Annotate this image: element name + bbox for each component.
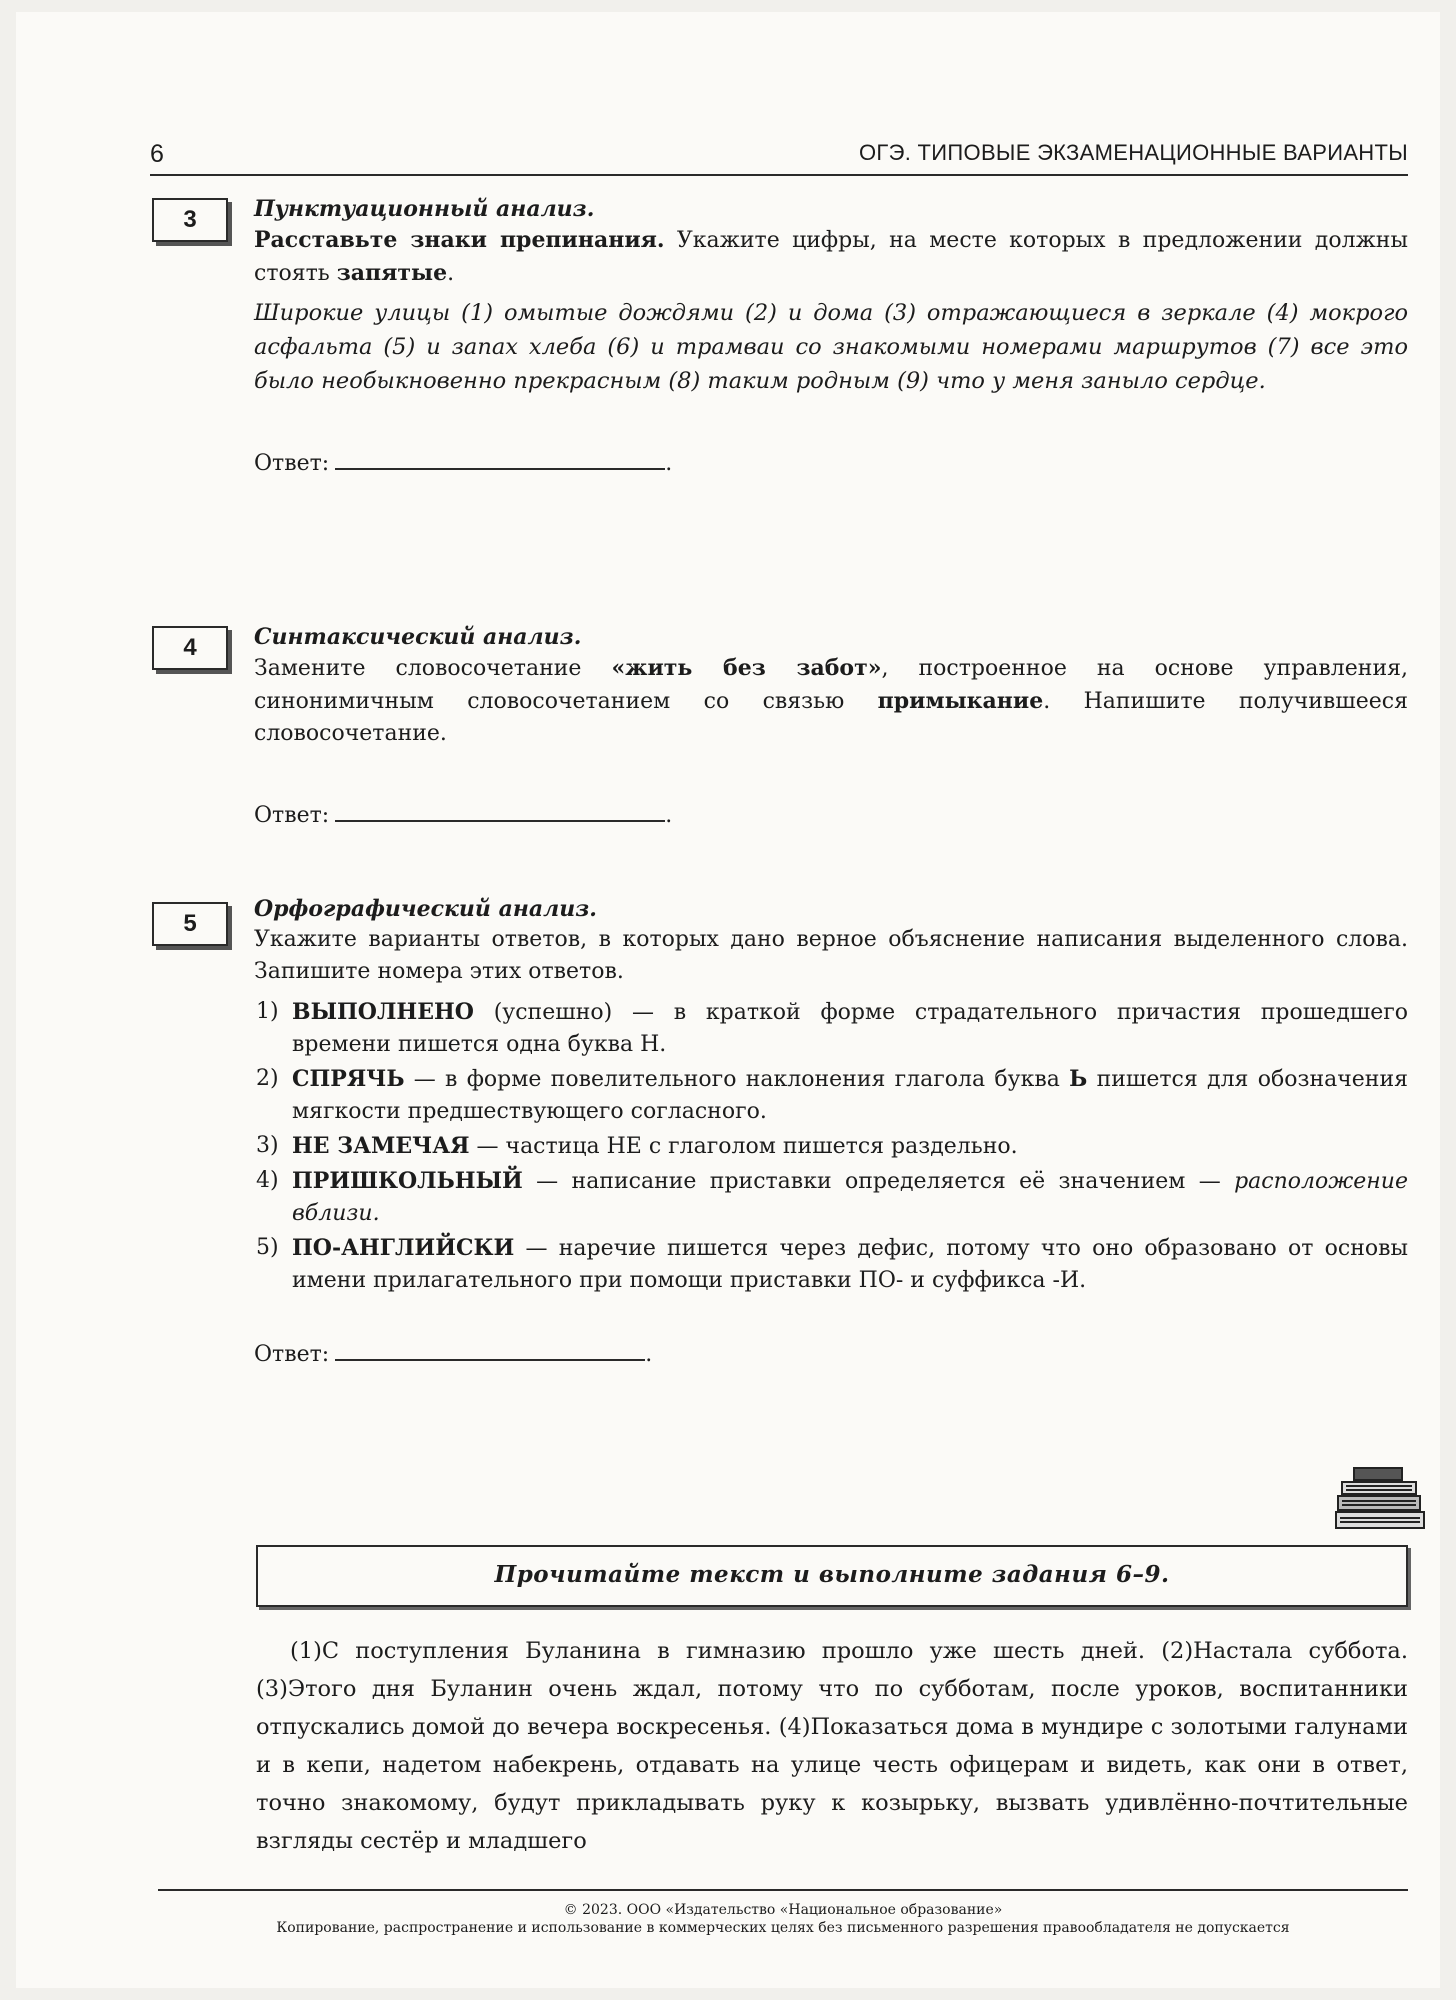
page-footer bbox=[158, 1889, 1408, 1937]
task-number-5: 5 bbox=[152, 902, 228, 946]
option-4: 4) ПРИШКОЛЬНЫЙ — написание приставки определяется её значением — расположение вблизи. bbox=[256, 1168, 1408, 1226]
page-number: 6 bbox=[150, 140, 164, 168]
task-5-instruction: Укажите варианты ответов, в которых дано верное объяснение написания выделенного слова. Запишите номера этих ответов. bbox=[254, 927, 1408, 984]
answer-field[interactable] bbox=[335, 446, 665, 470]
answer-field[interactable] bbox=[335, 798, 665, 822]
books-stack-icon bbox=[1334, 1464, 1428, 1534]
task-3-body bbox=[254, 194, 1408, 479]
task-number-4: 4 bbox=[152, 626, 228, 670]
answer-label: Ответ: bbox=[254, 451, 330, 476]
task-3-sentence: Широкие улицы (1) омытые дождями (2) и дома (3) отражающиеся в зеркале (4) мокрого асфальта (5) и запах хлеба (6) и трамваи со знакомыми номерами маршрутов (7) все это было необыкновенно прекрасным (8) таким родным (9) что у меня заныло сердце. bbox=[254, 300, 1408, 394]
running-title: ОГЭ. ТИПОВЫЕ ЭКЗАМЕНАЦИОННЫЕ ВАРИАНТЫ bbox=[859, 140, 1408, 165]
option-3: 3) НЕ ЗАМЕЧАЯ — частица НЕ с глаголом пишется раздельно. bbox=[256, 1133, 1018, 1159]
answer-label: Ответ: bbox=[254, 803, 330, 828]
option-2: 2) СПРЯЧЬ — в форме повелительного наклонения глагола буква Ь пишется для обозначения мягкости предшествующего согласного. bbox=[256, 1066, 1408, 1124]
task-4-instruction: Замените словосочетание «жить без забот», построенное на основе управления, синонимичным словосочетанием со связью примыкание. Напишите получившееся словосочетание. bbox=[254, 655, 1408, 746]
copyright-notice: Копирование, распространение и использование в коммерческих целях без письменного разрешения правообладателя не допускается bbox=[276, 1920, 1290, 1936]
task-4-title: Синтаксический анализ. bbox=[254, 624, 582, 650]
answer-field[interactable] bbox=[335, 1337, 645, 1361]
task-number-3: 3 bbox=[152, 198, 228, 242]
answer-label: Ответ: bbox=[254, 1342, 330, 1367]
task-3-answer: Ответ: . bbox=[254, 446, 1408, 479]
task-5-body bbox=[254, 894, 1408, 1370]
task-5-answer: Ответ: . bbox=[254, 1337, 1408, 1370]
reading-passage: (1)С поступления Буланина в гимназию прошло уже шесть дней. (2)Настала суббота. (3)Этого дня Буланин очень ждал, потому что по субботам, после уроков, воспитанники отпускались домой до вечера воскресенья. (4)Показаться дома в мундире с золотыми галунами и в кепи, надетом набекрень, отдавать на улице честь офицерам и видеть, как они в ответ, точно знакомому, будут прикладывать руку к козырьку, вызвать удивлённо-почтительные взгляды сестёр и младшего bbox=[256, 1638, 1408, 1854]
task-3-title: Пунктуационный анализ. bbox=[254, 196, 595, 222]
task-5-title: Орфографический анализ. bbox=[254, 896, 597, 922]
reading-instruction-banner: Прочитайте текст и выполните задания 6–9. bbox=[256, 1545, 1408, 1607]
page-header bbox=[150, 132, 1408, 176]
option-1: 1) ВЫПОЛНЕНО (успешно) — в краткой форме страдательного причастия прошедшего времени пишется одна буква Н. bbox=[256, 999, 1408, 1057]
page bbox=[16, 12, 1440, 1988]
task-3-instruction: Расставьте знаки препинания. Укажите цифры, на месте которых в предложении должны стоять запятые. bbox=[254, 227, 1408, 286]
copyright-line: © 2023. ООО «Издательство «Национальное образование» bbox=[563, 1902, 1003, 1918]
task-4-answer: Ответ: . bbox=[254, 798, 1408, 831]
option-5: 5) ПО-АНГЛИЙСКИ — наречие пишется через дефис, потому что оно образовано от основы имени прилагательного при помощи приставки ПО- и суффикса -И. bbox=[256, 1235, 1408, 1293]
task-5-options bbox=[254, 996, 1408, 1297]
task-4-body bbox=[254, 622, 1408, 831]
